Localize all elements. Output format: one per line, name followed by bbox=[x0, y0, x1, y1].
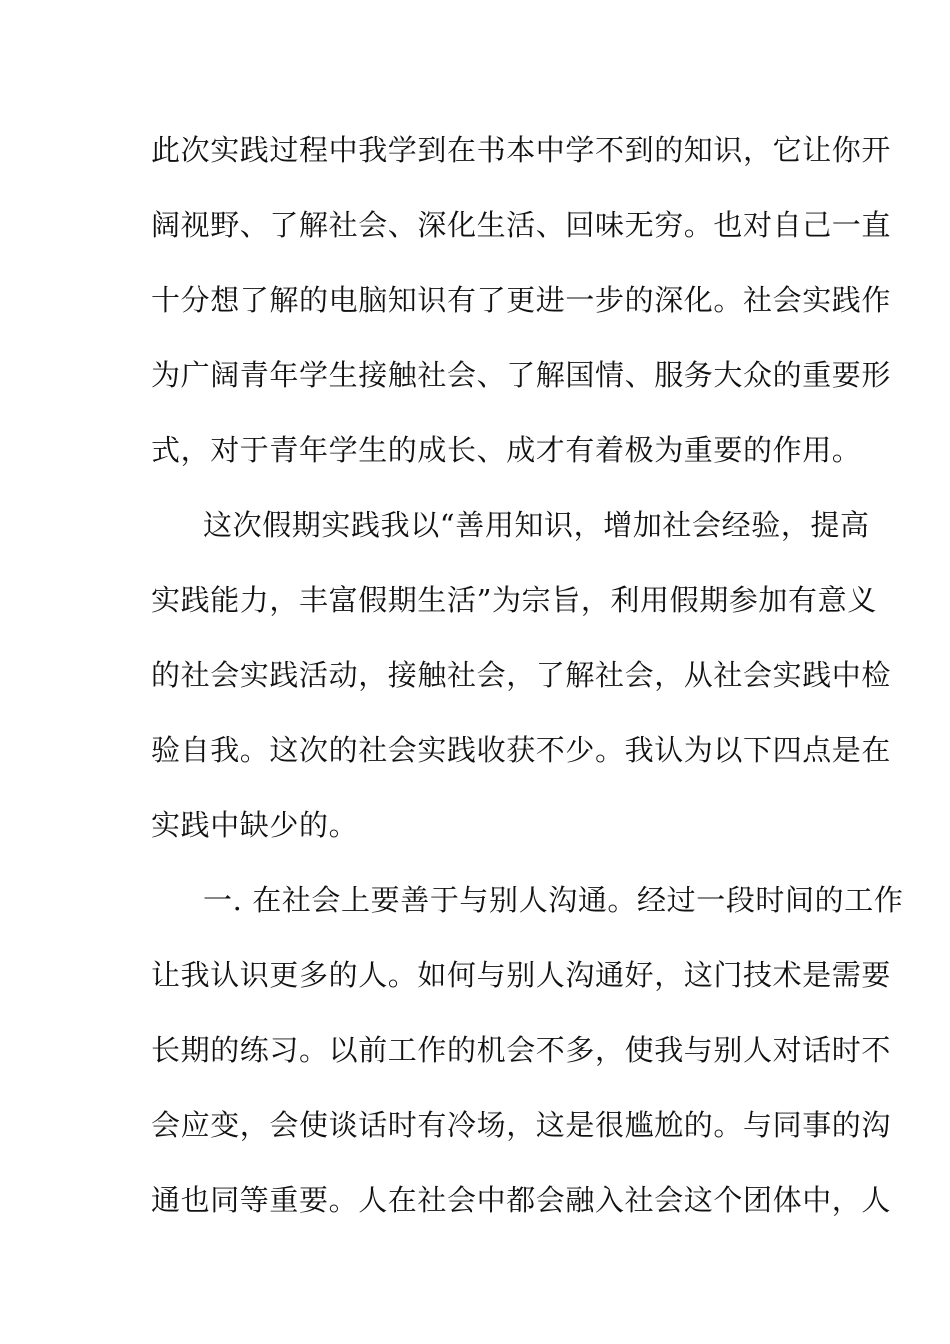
paragraph-1-line-2: 阔视野、了解社会、深化生活、回味无穷。也对自己一直 bbox=[151, 208, 892, 242]
paragraph-2-line-4: 验自我。这次的社会实践收获不少。我认为以下四点是在 bbox=[151, 733, 892, 767]
paragraph-2-line-2: 实践能力，丰富假期生活”为宗旨，利用假期参加有意义 bbox=[151, 583, 877, 617]
paragraph-3-line-2: 让我认识更多的人。如何与别人沟通好，这门技术是需要 bbox=[151, 958, 892, 992]
paragraph-1-line-4: 为广阔青年学生接触社会、了解国情、服务大众的重要形 bbox=[151, 358, 892, 392]
paragraph-2-line-5: 实践中缺少的。 bbox=[151, 808, 359, 842]
paragraph-3-line-3: 长期的练习。以前工作的机会不多，使我与别人对话时不 bbox=[151, 1033, 892, 1067]
paragraph-3-line-4: 会应变，会使谈话时有冷场，这是很尴尬的。与同事的沟 bbox=[151, 1108, 892, 1142]
paragraph-2-line-3: 的社会实践活动，接触社会，了解社会，从社会实践中检 bbox=[151, 658, 892, 692]
paragraph-1-line-5: 式，对于青年学生的成长、成才有着极为重要的作用。 bbox=[151, 433, 862, 467]
paragraph-2-line-1: 这次假期实践我以“善用知识，增加社会经验，提高 bbox=[203, 508, 870, 542]
paragraph-3-line-1: 一. 在社会上要善于与别人沟通。经过一段时间的工作 bbox=[203, 883, 904, 917]
paragraph-3-line-5: 通也同等重要。人在社会中都会融入社会这个团体中，人 bbox=[151, 1183, 892, 1217]
paragraph-1-line-1: 此次实践过程中我学到在书本中学不到的知识，它让你开 bbox=[151, 133, 892, 167]
paragraph-1-line-3: 十分想了解的电脑知识有了更进一步的深化。社会实践作 bbox=[151, 283, 892, 317]
